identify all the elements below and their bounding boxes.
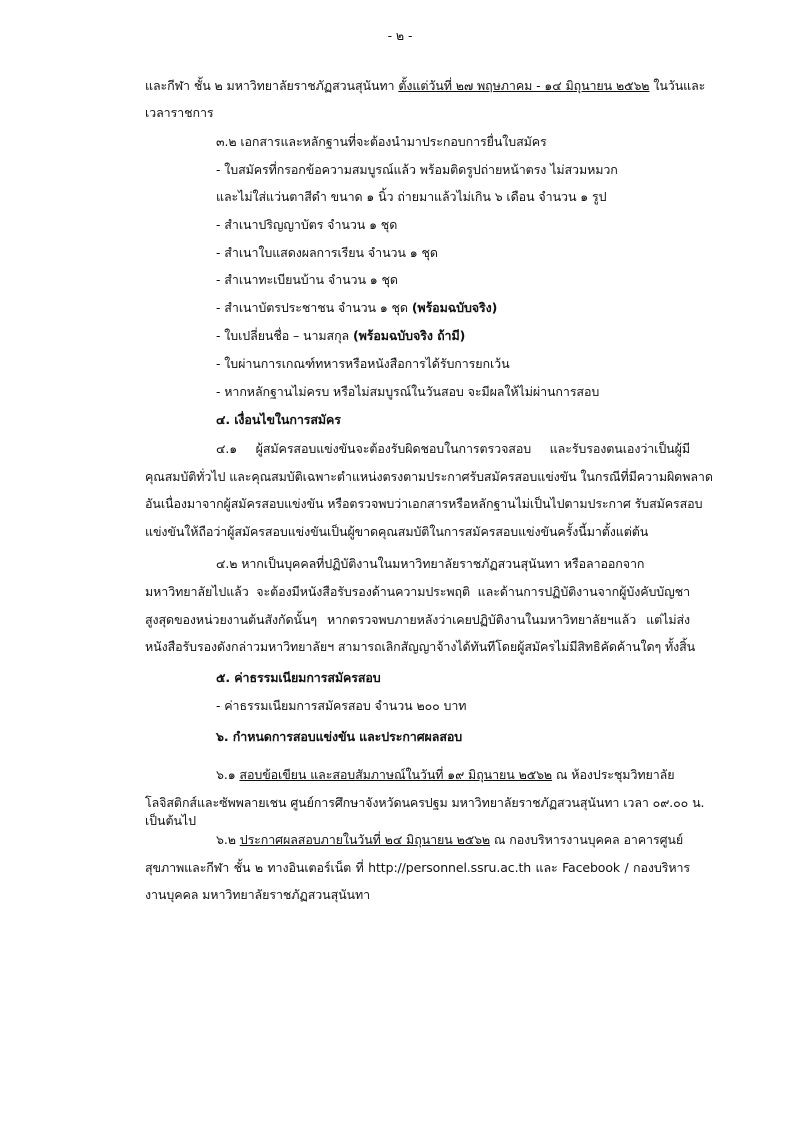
intro-text-a: และกีฬา ชั้น ๒ มหาวิทยาลัยราชภัฏสวนสุนันทา (145, 78, 399, 93)
result-item-number: ๖.๒ (216, 832, 240, 847)
result-venue-start: ณ กองบริหารงานบุคคล อาคารศูนย์ (490, 832, 684, 847)
intro-line-2: เวลาราชการ (145, 105, 214, 120)
exam-venue-start: ณ ห้องประชุมวิทยาลัย (552, 767, 675, 782)
section-6-1-line-3: เป็นต้นไป (145, 813, 196, 828)
section-4-2-line-4: หนังสือรับรองดังกล่าวมหาวิทยาลัยฯ สามารถเลิกสัญญาจ้างได้ทันทีโดยผู้สมัครไม่มีสิทธิคัดค้านใดๆ ทั้งสิ้น (145, 639, 696, 654)
section-6-1-line-1 (216, 766, 690, 784)
section-4-2-line-2: มหาวิทยาลัยไปแล้ว จะต้องมีหนังสือรับรองด้านความประพฤติ และด้านการปฏิบัติงานจากผู้บังคับบัญชา (145, 584, 690, 599)
page-number: - ๒ - (387, 28, 413, 43)
doc-item-incomplete-warning: - หากหลักฐานไม่ครบ หรือไม่สมบูรณ์ในวันสอบ จะมีผลให้ไม่ผ่านการสอบ (216, 384, 600, 399)
doc-item-military: - ใบผ่านการเกณฑ์ทหารหรือหนังสือการได้รับการยกเว้น (216, 356, 510, 371)
exam-item-number: ๖.๑ (216, 767, 240, 782)
section-6-1-line-2: โลจิสติกส์และซัพพลายเชน ศูนย์การศึกษาจังหวัดนครปฐม มหาวิทยาลัยราชภัฏสวนสุนันทา เวลา ๐๙.๐๐ น. (145, 795, 705, 810)
section-4-2-line-3: สูงสุดของหน่วยงานต้นสังกัดนั้นๆ หากตรวจพบภายหลังว่าเคยปฏิบัติงานในมหาวิทยาลัยฯแล้ว แต่ไม่ส่ง (145, 612, 690, 627)
intro-text-b: ในวันและ (649, 78, 706, 93)
doc-item-transcript: - สำเนาใบแสดงผลการเรียน จำนวน ๑ ชุด (216, 245, 438, 260)
doc-item-name-change (216, 327, 465, 345)
section-4-1-line-4: แข่งขันให้ถือว่าผู้สมัครสอบแข่งขันเป็นผู้ขาดคุณสมบัติในการสมัครสอบแข่งขันครั้งนี้มาตั้งแต่ต้น (145, 524, 649, 539)
section-6-2-line-1 (216, 831, 690, 849)
section-4-2-line-1: ๔.๒ หากเป็นบุคคลที่ปฏิบัติงานในมหาวิทยาลัยราชภัฏสวนสุนันทา หรือลาออกจาก (216, 556, 645, 571)
section-6-2-line-3: งานบุคคล มหาวิทยาลัยราชภัฏสวนสุนันทา (145, 887, 371, 902)
name-change-text: - ใบเปลี่ยนชื่อ – นามสกุล (216, 328, 353, 343)
section-4-heading: ๔. เงื่อนไขในการสมัคร (216, 412, 341, 427)
doc-item-degree: - สำเนาปริญญาบัตร จำนวน ๑ ชุด (216, 217, 398, 232)
doc-item-id-card (216, 299, 497, 317)
name-change-original-note: (พร้อมฉบับจริง ถ้ามี) (352, 328, 466, 343)
doc-item-photo-spec: และไม่ใส่แว่นตาสีดำ ขนาด ๑ นิ้ว ถ่ายมาแล้วไม่เกิน ๖ เดือน จำนวน ๑ รูป (216, 189, 607, 204)
intro-line-1 (145, 77, 706, 95)
result-announce-date: ประกาศผลสอบภายในวันที่ ๒๔ มิถุนายน ๒๕๖๒ (239, 832, 491, 847)
doc-item-house-registration: - สำเนาทะเบียนบ้าน จำนวน ๑ ชุด (216, 272, 398, 287)
id-card-text: - สำเนาบัตรประชาชน จำนวน ๑ ชุด (216, 300, 412, 315)
application-period: ตั้งแต่วันที่ ๒๗ พฤษภาคม - ๑๔ มิถุนายน ๒๕๖๒ (398, 78, 650, 93)
doc-item-application-form: - ใบสมัครที่กรอกข้อความสมบูรณ์แล้ว พร้อมติดรูปถ่ายหน้าตรง ไม่สวมหมวก (216, 162, 618, 177)
exam-date: สอบข้อเขียน และสอบสัมภาษณ์ในวันที่ ๑๙ มิถุนายน ๒๕๖๒ (239, 767, 553, 782)
section-6-2-line-2: สุขภาพและกีฬา ชั้น ๒ ทางอินเตอร์เน็ต ที่ http://personnel.ssru.ac.th และ Facebook / กองบริหาร (145, 860, 690, 875)
section-4-1-line-2: คุณสมบัติทั่วไป และคุณสมบัติเฉพาะตำแหน่งตรงตามประกาศรับสมัครสอบแข่งขัน ในกรณีที่มีความผิดพลาด (145, 469, 713, 484)
section-5-heading: ๕. ค่าธรรมเนียมการสมัครสอบ (216, 670, 381, 685)
section-4-1-line-3: อันเนื่องมาจากผู้สมัครสอบแข่งขัน หรือตรวจพบว่าเอกสารหรือหลักฐานไม่เป็นไปตามประกาศ รับสมัครสอบ (145, 496, 703, 511)
section-3-2-heading: ๓.๒ เอกสารและหลักฐานที่จะต้องนำมาประกอบการยื่นใบสมัคร (216, 134, 547, 149)
section-4-1-line-1: ๔.๑ ผู้สมัครสอบแข่งขันจะต้องรับผิดชอบในการตรวจสอบ และรับรองตนเองว่าเป็นผู้มี (216, 441, 690, 456)
application-fee: - ค่าธรรมเนียมการสมัครสอบ จำนวน ๒๐๐ บาท (216, 698, 467, 713)
section-6-heading: ๖. กำหนดการสอบแข่งขัน และประกาศผลสอบ (216, 729, 463, 744)
id-card-original-note: (พร้อมฉบับจริง) (411, 300, 498, 315)
